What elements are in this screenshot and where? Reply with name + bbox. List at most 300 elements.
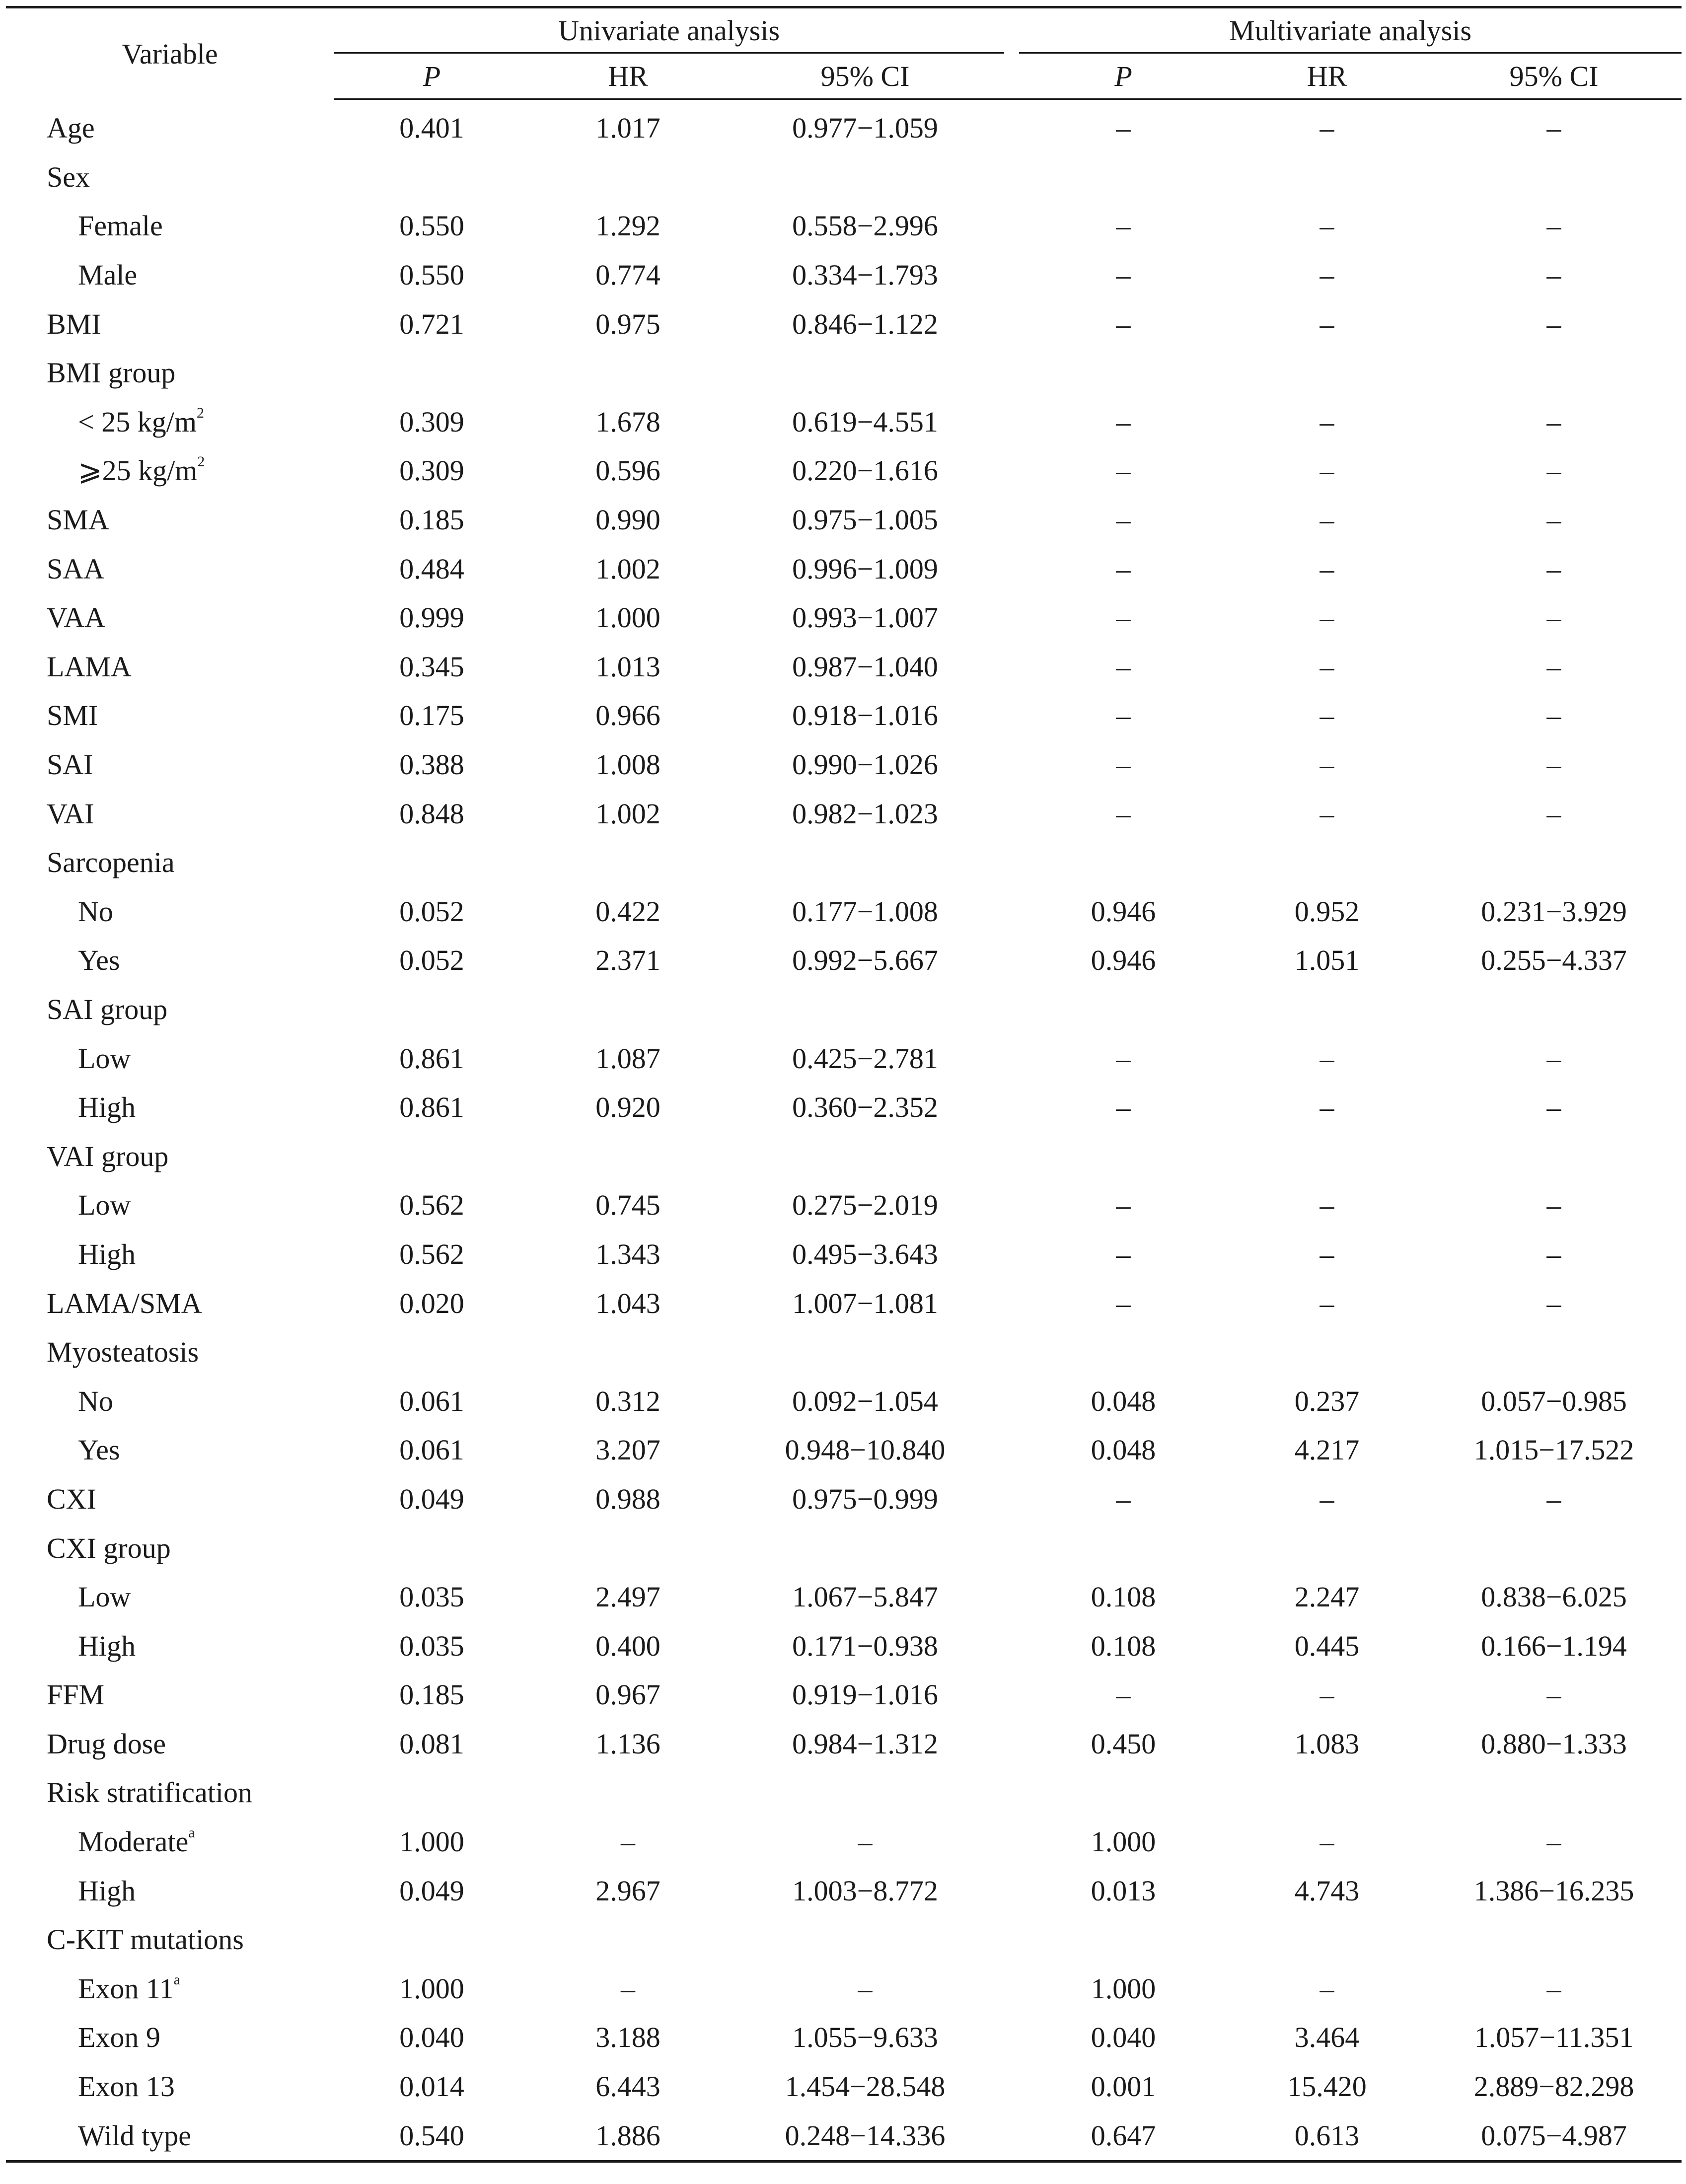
row-label <box>6 398 334 447</box>
cell-multi-ci <box>1426 1328 1682 1377</box>
cell-uni-ci: 1.007−1.081 <box>792 1287 938 1319</box>
row-label <box>6 1720 334 1769</box>
column-gap <box>1004 1915 1019 1965</box>
table-row <box>6 446 1682 496</box>
cell-multi-ci: 0.255−4.337 <box>1481 944 1627 977</box>
cell-uni-p: 0.185 <box>399 504 464 536</box>
cell-uni-hr <box>530 153 726 202</box>
row-label-text: No <box>78 895 113 928</box>
cell-multi-hr: 0.952 <box>1294 895 1360 928</box>
cell-uni-p <box>334 1768 530 1818</box>
table-row <box>6 1524 1682 1573</box>
cell-multi-p <box>1019 1132 1228 1181</box>
row-label-text: ⩾25 kg/m <box>78 454 198 487</box>
row-label-text: Male <box>78 259 138 291</box>
cell-multi-p: – <box>1116 748 1131 781</box>
cell-multi-hr <box>1228 1915 1426 1965</box>
cell-multi-hr: – <box>1319 210 1334 242</box>
cell-uni-ci: 1.454−28.548 <box>785 2070 946 2103</box>
cell-uni-hr: 0.920 <box>595 1091 660 1124</box>
cell-uni-ci <box>726 1768 1004 1818</box>
cell-multi-ci: 0.057−0.985 <box>1481 1384 1627 1417</box>
table-row <box>6 1573 1682 1622</box>
column-gap <box>1004 496 1019 545</box>
table-row <box>6 740 1682 790</box>
table-row <box>6 1132 1682 1181</box>
cell-uni-ci: 0.092−1.054 <box>792 1384 938 1417</box>
cell-uni-p: 0.550 <box>399 210 464 242</box>
cell-multi-ci: – <box>1546 1287 1561 1319</box>
table-row <box>6 1965 1682 2014</box>
cell-uni-p: 0.999 <box>399 601 464 634</box>
cell-uni-p <box>334 985 530 1034</box>
cell-uni-ci <box>726 1524 1004 1573</box>
cell-uni-hr <box>530 1524 726 1573</box>
table-row <box>6 153 1682 202</box>
cell-uni-hr: 0.312 <box>595 1384 660 1417</box>
column-gap <box>1004 1524 1019 1573</box>
cell-multi-p: – <box>1116 504 1131 536</box>
cell-multi-p <box>1019 1768 1228 1818</box>
cell-multi-ci <box>1426 1132 1682 1181</box>
column-gap <box>1004 593 1019 643</box>
column-gap <box>1004 1230 1019 1279</box>
row-label <box>6 349 334 398</box>
cell-multi-ci: – <box>1546 454 1561 487</box>
cell-uni-ci: 0.975−0.999 <box>792 1482 938 1515</box>
row-label-text: VAI group <box>47 1140 169 1172</box>
column-gap <box>1004 1818 1019 1867</box>
table-row <box>6 1328 1682 1377</box>
cell-multi-p: – <box>1116 112 1131 145</box>
cell-uni-ci: 0.177−1.008 <box>792 895 938 928</box>
row-label <box>6 2062 334 2111</box>
cell-uni-ci <box>726 838 1004 887</box>
cell-uni-hr: 0.400 <box>595 1629 660 1662</box>
table-row <box>6 1671 1682 1720</box>
cell-uni-p <box>334 838 530 887</box>
cell-multi-hr: – <box>1319 1189 1334 1222</box>
header-gap <box>1004 7 1019 53</box>
row-label <box>6 99 334 153</box>
cell-multi-hr: – <box>1319 1482 1334 1515</box>
column-gap <box>1004 1083 1019 1132</box>
column-gap <box>1004 887 1019 937</box>
cell-multi-p: 0.040 <box>1091 2021 1156 2054</box>
cell-uni-p <box>334 1524 530 1573</box>
column-gap <box>1004 251 1019 300</box>
cell-uni-p: 0.020 <box>399 1287 464 1319</box>
cell-multi-p: 0.946 <box>1091 944 1156 977</box>
cell-multi-hr: – <box>1319 650 1334 683</box>
row-label-text: No <box>78 1384 113 1417</box>
column-gap <box>1004 1573 1019 1622</box>
cell-multi-p <box>1019 1915 1228 1965</box>
cell-uni-p: 1.000 <box>399 1972 464 2005</box>
cell-multi-p: 0.048 <box>1091 1434 1156 1466</box>
cell-uni-ci <box>726 153 1004 202</box>
col-header-uni-ci: 95% CI <box>726 53 1004 99</box>
cell-uni-ci: – <box>858 1972 873 2005</box>
cell-uni-ci: 0.918−1.016 <box>792 699 938 732</box>
table-row <box>6 398 1682 447</box>
table-row <box>6 202 1682 251</box>
cell-multi-hr <box>1228 153 1426 202</box>
table-row <box>6 349 1682 398</box>
table-row <box>6 1475 1682 1524</box>
cell-uni-p: 0.401 <box>399 112 464 145</box>
row-label-superscript: 2 <box>197 453 205 470</box>
row-label-text: Low <box>78 1042 131 1075</box>
cell-multi-p: – <box>1116 1287 1131 1319</box>
cell-multi-hr: – <box>1319 307 1334 340</box>
cell-uni-hr: 1.087 <box>595 1042 660 1075</box>
cell-multi-hr <box>1228 1768 1426 1818</box>
cell-uni-ci <box>726 349 1004 398</box>
col-header-multi-ci: 95% CI <box>1426 53 1682 99</box>
cell-uni-p: 0.540 <box>334 2111 530 2161</box>
cell-uni-ci: 0.248−14.336 <box>726 2111 1004 2161</box>
cell-uni-hr: 6.443 <box>595 2070 660 2103</box>
cell-uni-ci <box>726 1328 1004 1377</box>
column-gap <box>1004 1377 1019 1426</box>
row-label-text: Low <box>78 1581 131 1613</box>
col-header-multi-p: P <box>1019 53 1228 99</box>
cell-uni-p: 0.388 <box>399 748 464 781</box>
univariate-header: Univariate analysis <box>334 7 1004 53</box>
row-label <box>6 740 334 790</box>
cell-uni-ci: 0.990−1.026 <box>792 748 938 781</box>
column-gap <box>1004 2062 1019 2111</box>
column-gap <box>1004 1866 1019 1915</box>
row-label-text: Moderate <box>78 1825 189 1858</box>
cell-uni-p: 0.309 <box>399 454 464 487</box>
cell-multi-ci: – <box>1546 1972 1561 2005</box>
column-gap <box>1004 2013 1019 2062</box>
cell-uni-hr: 1.886 <box>530 2111 726 2161</box>
cell-uni-hr: 2.371 <box>595 944 660 977</box>
cell-uni-hr <box>530 349 726 398</box>
row-label-text: Exon 11 <box>78 1972 174 2005</box>
column-gap <box>1004 1181 1019 1230</box>
cell-multi-p: – <box>1116 699 1131 732</box>
cell-multi-ci: – <box>1546 259 1561 291</box>
row-label-text: VAI <box>47 797 94 830</box>
row-label-text: Yes <box>78 944 120 977</box>
row-label-text: Female <box>78 210 163 242</box>
cell-multi-hr: 1.051 <box>1294 944 1360 977</box>
column-gap <box>1004 2111 1019 2161</box>
cell-uni-ci: 1.003−8.772 <box>792 1874 938 1907</box>
table-row <box>6 936 1682 985</box>
cell-multi-p: – <box>1116 552 1131 585</box>
regression-table <box>6 6 1682 2163</box>
row-label-text: SAI group <box>47 993 168 1025</box>
column-gap <box>1004 299 1019 349</box>
table-row <box>6 1279 1682 1328</box>
cell-uni-hr: 2.967 <box>595 1874 660 1907</box>
table-row <box>6 1083 1682 1132</box>
cell-uni-p: 0.035 <box>399 1581 464 1613</box>
row-label-text: Sarcopenia <box>47 846 175 879</box>
column-gap <box>1004 1671 1019 1720</box>
cell-uni-p: 0.049 <box>399 1482 464 1515</box>
cell-multi-ci <box>1426 838 1682 887</box>
cell-multi-hr: – <box>1319 504 1334 536</box>
cell-uni-p: 0.309 <box>399 405 464 438</box>
row-label <box>6 1671 334 1720</box>
cell-multi-ci <box>1426 1915 1682 1965</box>
table-row <box>6 2013 1682 2062</box>
cell-multi-p <box>1019 1328 1228 1377</box>
column-gap <box>1004 544 1019 593</box>
cell-multi-p: 1.000 <box>1091 1825 1156 1858</box>
cell-multi-p: – <box>1116 259 1131 291</box>
cell-uni-p: 0.040 <box>399 2021 464 2054</box>
cell-uni-p: 0.081 <box>399 1727 464 1760</box>
cell-multi-ci: – <box>1546 797 1561 830</box>
cell-uni-hr: 1.013 <box>595 650 660 683</box>
cell-multi-hr: – <box>1319 601 1334 634</box>
cell-uni-ci: 1.055−9.633 <box>792 2021 938 2054</box>
cell-uni-ci: 0.977−1.059 <box>792 112 938 145</box>
column-gap <box>1004 1426 1019 1475</box>
cell-multi-ci: 1.015−17.522 <box>1473 1434 1634 1466</box>
row-label <box>6 936 334 985</box>
row-label <box>6 153 334 202</box>
cell-uni-hr: 0.422 <box>595 895 660 928</box>
table-row <box>6 985 1682 1034</box>
cell-multi-ci: – <box>1546 1189 1561 1222</box>
row-label <box>6 1132 334 1181</box>
cell-uni-p: 1.000 <box>399 1825 464 1858</box>
row-label <box>6 1573 334 1622</box>
row-label <box>6 299 334 349</box>
cell-multi-hr: 4.217 <box>1294 1434 1360 1466</box>
cell-multi-p: 0.108 <box>1091 1629 1156 1662</box>
cell-uni-p: 0.061 <box>399 1384 464 1417</box>
column-gap <box>1004 1279 1019 1328</box>
cell-uni-hr <box>530 985 726 1034</box>
cell-uni-hr: 0.966 <box>595 699 660 732</box>
row-label-text: LAMA/SMA <box>47 1287 202 1319</box>
cell-uni-ci: 0.275−2.019 <box>792 1189 938 1222</box>
cell-uni-ci: – <box>858 1825 873 1858</box>
cell-uni-p: 0.035 <box>399 1629 464 1662</box>
cell-multi-p: 0.946 <box>1091 895 1156 928</box>
col-header-uni-p: P <box>334 53 530 99</box>
cell-uni-p: 0.049 <box>399 1874 464 1907</box>
table-row <box>6 789 1682 838</box>
row-label-text: Risk stratification <box>47 1776 252 1809</box>
row-label <box>6 2111 334 2161</box>
cell-multi-hr: 0.445 <box>1294 1629 1360 1662</box>
table-row <box>6 1768 1682 1818</box>
cell-uni-ci: 0.987−1.040 <box>792 650 938 683</box>
cell-multi-ci: – <box>1546 699 1561 732</box>
row-label-text: Myosteatosis <box>47 1336 199 1369</box>
cell-uni-hr: 1.008 <box>595 748 660 781</box>
cell-uni-ci <box>726 1915 1004 1965</box>
cell-multi-p: – <box>1116 650 1131 683</box>
cell-multi-hr: – <box>1319 454 1334 487</box>
cell-uni-ci: 0.558−2.996 <box>792 210 938 242</box>
cell-multi-p: – <box>1116 601 1131 634</box>
cell-multi-ci: 1.386−16.235 <box>1473 1874 1634 1907</box>
cell-multi-p: 0.450 <box>1091 1727 1156 1760</box>
table-row <box>6 1034 1682 1083</box>
column-gap <box>1004 1965 1019 2014</box>
cell-multi-hr: – <box>1319 1238 1334 1270</box>
column-gap <box>1004 202 1019 251</box>
cell-uni-hr: 0.774 <box>595 259 660 291</box>
table-row <box>6 1720 1682 1769</box>
cell-multi-hr: 3.464 <box>1294 2021 1360 2054</box>
cell-multi-ci <box>1426 153 1682 202</box>
cell-multi-p: – <box>1116 1189 1131 1222</box>
cell-multi-hr: 0.237 <box>1294 1384 1360 1417</box>
cell-multi-hr <box>1228 1328 1426 1377</box>
row-label <box>6 691 334 740</box>
row-label-text: SMI <box>47 699 98 732</box>
cell-multi-p: 0.013 <box>1091 1874 1156 1907</box>
cell-multi-p <box>1019 838 1228 887</box>
row-label <box>6 1181 334 1230</box>
row-label-text: Yes <box>78 1434 120 1466</box>
row-label-text: FFM <box>47 1678 105 1711</box>
table-row <box>6 887 1682 937</box>
cell-multi-ci <box>1426 985 1682 1034</box>
table-row <box>6 1377 1682 1426</box>
row-label <box>6 446 334 496</box>
table-row <box>6 1866 1682 1915</box>
cell-multi-hr: – <box>1319 1825 1334 1858</box>
table-row <box>6 838 1682 887</box>
row-label-text: High <box>78 1874 136 1907</box>
cell-multi-ci: 0.075−4.987 <box>1426 2111 1682 2161</box>
cell-multi-hr: 1.083 <box>1294 1727 1360 1760</box>
cell-multi-hr: – <box>1319 1972 1334 2005</box>
cell-uni-ci: 0.975−1.005 <box>792 504 938 536</box>
row-label <box>6 1524 334 1573</box>
cell-uni-ci: 0.171−0.938 <box>792 1629 938 1662</box>
cell-uni-hr: 3.188 <box>595 2021 660 2054</box>
column-gap <box>1004 1475 1019 1524</box>
cell-uni-hr: 0.990 <box>595 504 660 536</box>
cell-multi-hr: – <box>1319 1287 1334 1319</box>
column-gap <box>1004 446 1019 496</box>
cell-uni-hr <box>530 1768 726 1818</box>
cell-multi-p <box>1019 349 1228 398</box>
row-label <box>6 1818 334 1867</box>
row-label <box>6 1083 334 1132</box>
cell-multi-hr: – <box>1319 552 1334 585</box>
column-gap <box>1004 936 1019 985</box>
multivariate-header: Multivariate analysis <box>1019 7 1682 53</box>
column-gap <box>1004 349 1019 398</box>
cell-uni-p: 0.014 <box>399 2070 464 2103</box>
cell-uni-hr: 3.207 <box>595 1434 660 1466</box>
cell-multi-p: – <box>1116 307 1131 340</box>
row-label-text: High <box>78 1091 136 1124</box>
cell-multi-ci: – <box>1546 1825 1561 1858</box>
cell-uni-hr: – <box>621 1825 635 1858</box>
cell-uni-hr: 0.596 <box>595 454 660 487</box>
cell-uni-hr <box>530 838 726 887</box>
row-label <box>6 985 334 1034</box>
cell-multi-ci: – <box>1546 650 1561 683</box>
cell-multi-ci: – <box>1546 601 1561 634</box>
cell-uni-p: 0.061 <box>399 1434 464 1466</box>
cell-multi-p: – <box>1116 1042 1131 1075</box>
table-row <box>6 251 1682 300</box>
cell-uni-hr: 1.002 <box>595 797 660 830</box>
row-label-text: BMI <box>47 307 101 340</box>
col-header-multi-hr: HR <box>1228 53 1426 99</box>
column-gap <box>1004 985 1019 1034</box>
row-label-text: SAA <box>47 552 105 585</box>
cell-multi-hr: – <box>1319 112 1334 145</box>
cell-uni-p: 0.052 <box>399 944 464 977</box>
cell-multi-p: 0.647 <box>1019 2111 1228 2161</box>
cell-uni-p: 0.721 <box>399 307 464 340</box>
table-row <box>6 1426 1682 1475</box>
cell-multi-ci: – <box>1546 405 1561 438</box>
row-label <box>6 838 334 887</box>
cell-uni-p <box>334 349 530 398</box>
column-gap <box>1004 153 1019 202</box>
row-label-text: Exon 9 <box>78 2021 160 2054</box>
column-gap <box>1004 1132 1019 1181</box>
table-row <box>6 299 1682 349</box>
cell-uni-hr: 1.017 <box>595 112 660 145</box>
cell-uni-p: 0.175 <box>399 699 464 732</box>
row-label <box>6 544 334 593</box>
cell-uni-hr: 1.002 <box>595 552 660 585</box>
column-gap <box>1004 643 1019 692</box>
cell-multi-hr: – <box>1319 1091 1334 1124</box>
cell-multi-hr: – <box>1319 748 1334 781</box>
row-label-text: Low <box>78 1189 131 1222</box>
row-label <box>6 1475 334 1524</box>
row-label <box>6 1328 334 1377</box>
cell-uni-p <box>334 1915 530 1965</box>
cell-multi-ci <box>1426 349 1682 398</box>
cell-multi-p: – <box>1116 405 1131 438</box>
cell-multi-ci: – <box>1546 307 1561 340</box>
row-label-text: SAI <box>47 748 93 781</box>
cell-multi-p: 1.000 <box>1091 1972 1156 2005</box>
cell-multi-p: – <box>1116 1091 1131 1124</box>
cell-uni-ci <box>726 985 1004 1034</box>
cell-uni-p <box>334 1328 530 1377</box>
column-gap <box>1004 1768 1019 1818</box>
cell-multi-hr: – <box>1319 1678 1334 1711</box>
column-gap <box>1004 99 1019 153</box>
row-label-superscript: a <box>173 1971 181 1988</box>
row-label-text: CXI group <box>47 1531 171 1564</box>
cell-multi-hr <box>1228 838 1426 887</box>
row-label-superscript: 2 <box>196 404 204 421</box>
cell-uni-ci: 1.067−5.847 <box>792 1581 938 1613</box>
table-row <box>6 1621 1682 1671</box>
cell-uni-hr: 1.043 <box>595 1287 660 1319</box>
row-label-text: Age <box>47 111 95 144</box>
column-gap <box>1004 740 1019 790</box>
cell-multi-ci: 1.057−11.351 <box>1474 2021 1634 2054</box>
table-row <box>6 593 1682 643</box>
cell-uni-ci: 0.334−1.793 <box>792 259 938 291</box>
